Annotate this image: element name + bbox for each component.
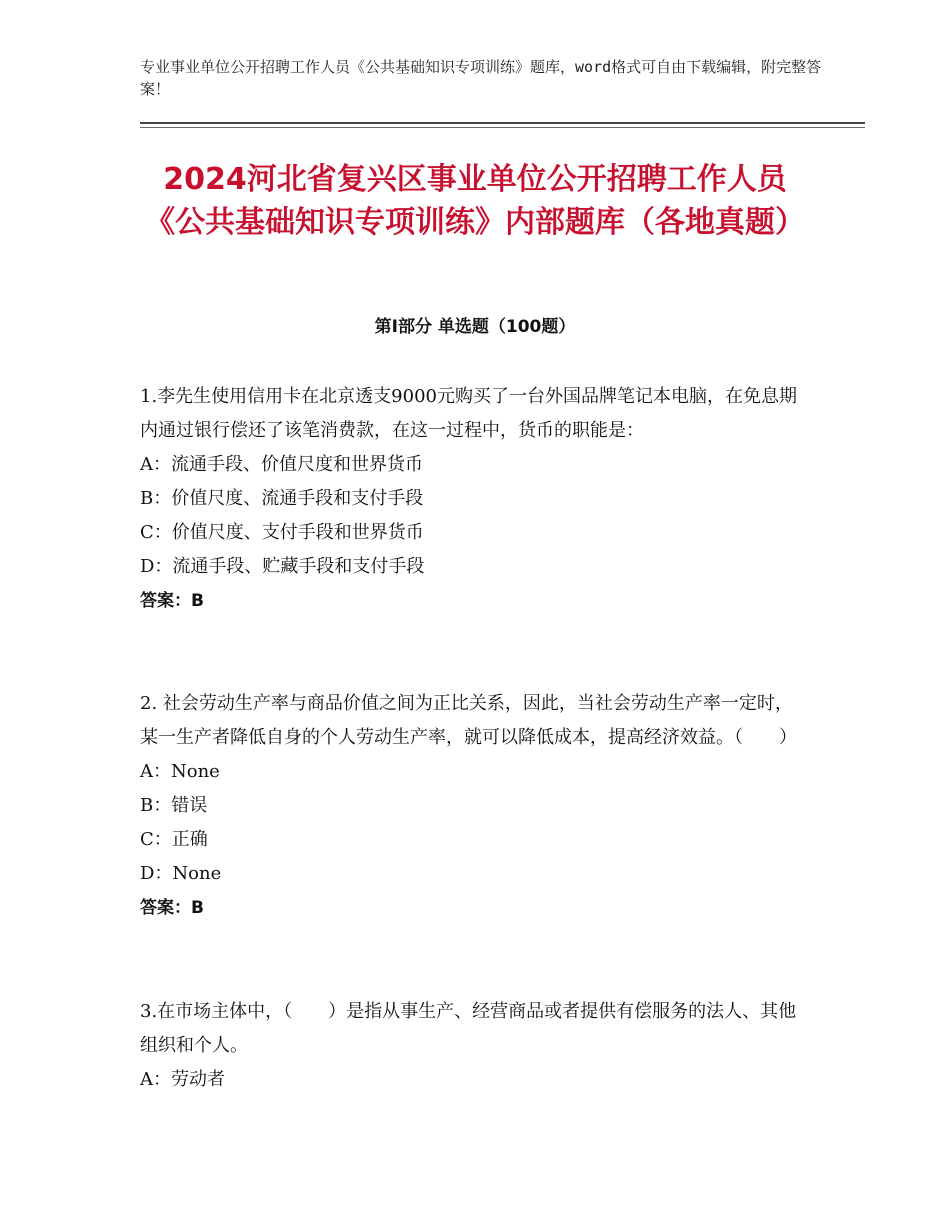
option-a: A：None xyxy=(140,761,220,782)
option-b: B：价值尺度、流通手段和支付手段 xyxy=(140,488,424,509)
option-a: A：劳动者 xyxy=(140,1069,225,1090)
option-c: C：正确 xyxy=(140,829,208,850)
option-d: D：流通手段、贮藏手段和支付手段 xyxy=(140,556,425,577)
option-a: A：流通手段、价值尺度和世界货币 xyxy=(140,454,423,475)
question-stem: 1.李先生使用信用卡在北京透支9000元购买了一台外国品牌笔记本电脑，在免息期内通过银行偿还了该笔消费款，在这一过程中，货币的职能是： xyxy=(140,386,797,441)
question-1 xyxy=(140,380,805,618)
question-3 xyxy=(140,995,805,1097)
question-stem: 2. 社会劳动生产率与商品价值之间为正比关系，因此，当社会劳动生产率一定时，某一生产者降低自身的个人劳动生产率，就可以降低成本，提高经济效益。（ ） xyxy=(140,693,797,748)
question-2 xyxy=(140,687,805,925)
option-b: B：错误 xyxy=(140,795,208,816)
document-title: 2024河北省复兴区事业单位公开招聘工作人员《公共基础知识专项训练》内部题库（各地真题） xyxy=(145,162,805,240)
header-divider-thin xyxy=(140,127,865,128)
header-note: 专业事业单位公开招聘工作人员《公共基础知识专项训练》题库，word格式可自由下载编辑，附完整答案！ xyxy=(140,58,822,98)
header-divider-thick xyxy=(140,122,865,124)
answer: 答案：B xyxy=(140,898,204,918)
question-stem: 3.在市场主体中，（ ）是指从事生产、经营商品或者提供有偿服务的法人、其他组织和个人。 xyxy=(140,1001,797,1056)
section-heading: 第Ⅰ部分 单选题（100题） xyxy=(374,317,576,337)
answer: 答案：B xyxy=(140,591,204,611)
option-d: D：None xyxy=(140,863,222,884)
option-c: C：价值尺度、支付手段和世界货币 xyxy=(140,522,424,543)
